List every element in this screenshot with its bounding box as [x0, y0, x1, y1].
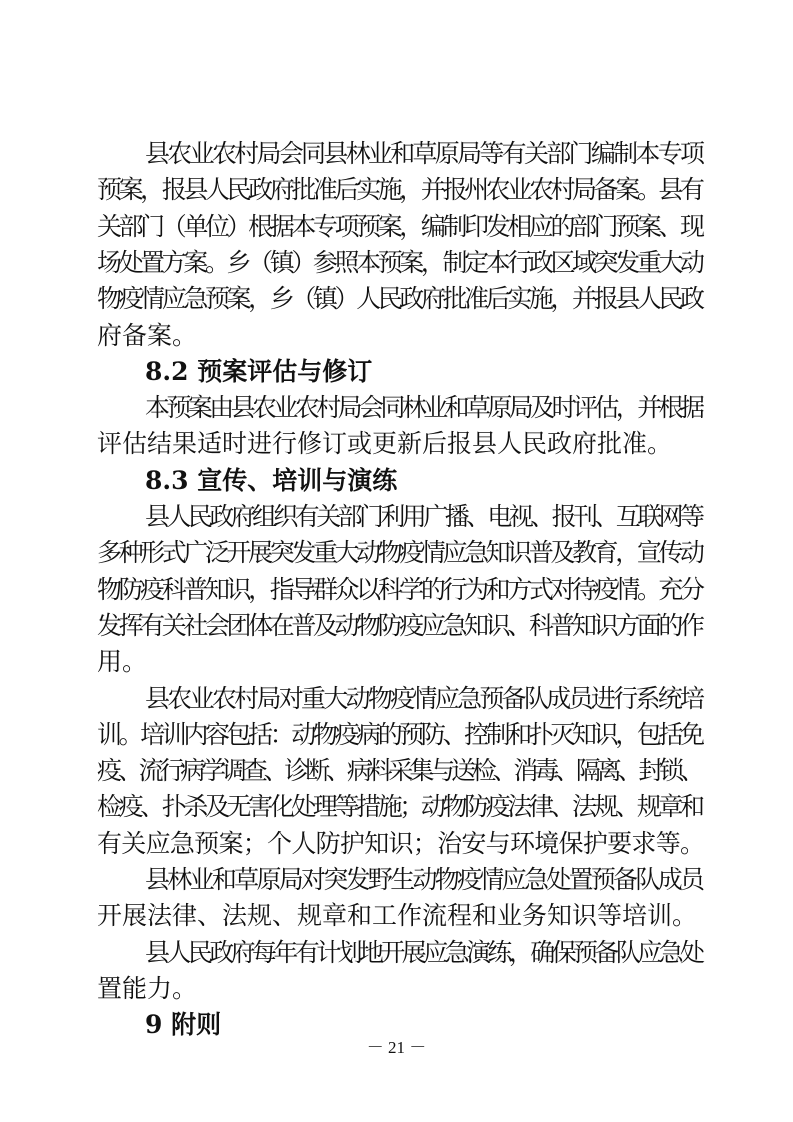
text-line: 用。	[97, 647, 148, 676]
page-number: － 21 －	[366, 1038, 427, 1057]
text-line: 多种形式广泛开展突发重大动物疫情应急知识普及教育，宣传动	[97, 538, 702, 567]
text-line: 府备案。	[97, 321, 198, 350]
text-line: 物疫情应急预案，乡（镇）人民政府批准后实施，并报县人民政	[97, 284, 702, 313]
section-heading: 9 附则	[145, 1010, 222, 1039]
text-line: 置能力。	[97, 974, 198, 1003]
section-heading: 8.3 宣传、培训与演练	[145, 466, 398, 495]
text-line: 县林业和草原局对突发野生动物疫情应急处置预备队成员	[145, 865, 703, 894]
text-line: 场处置方案。乡（镇）参照本预案，制定本行政区域突发重大动	[97, 248, 702, 277]
section-heading: 8.2 预案评估与修订	[145, 357, 373, 386]
text-line: 疫、流行病学调查、诊断、病料采集与送检、消毒、隔离、封锁、	[97, 756, 701, 785]
text-line: 发挥有关社会团体在普及动物防疫应急知识、科普知识方面的作	[97, 611, 702, 640]
text-line: 关部门（单位）根据本专项预案，编制印发相应的部门预案、现	[97, 212, 702, 241]
text-line: 县农业农村局对重大动物疫情应急预备队成员进行系统培	[145, 684, 703, 713]
text-line: 本预案由县农业农村局会同林业和草原局及时评估，并根据	[145, 393, 702, 422]
text-line: 物防疫科普知识，指导群众以科学的行为和方式对待疫情。充分	[97, 575, 702, 604]
text-line: 预案，报县人民政府批准后实施，并报州农业农村局备案。县有	[97, 175, 702, 204]
text-line: 县人民政府每年有计划地开展应急演练，确保预备队应急处	[145, 938, 702, 967]
text-line: 训。培训内容包括：动物疫病的预防、控制和扑灭知识，包括免	[97, 720, 702, 749]
text-line: 开展法律、法规、规章和工作流程和业务知识等培训。	[97, 901, 698, 930]
text-line: 县人民政府组织有关部门利用广播、电视、报刊、互联网等	[145, 502, 702, 531]
text-line: 检疫、扑杀及无害化处理等措施；动物防疫法律、法规、规章和	[97, 792, 702, 821]
text-line: 县农业农村局会同县林业和草原局等有关部门编制本专项	[145, 139, 703, 168]
text-line: 有关应急预案；个人防护知识；治安与环境保护要求等。	[97, 829, 705, 858]
text-line: 评估结果适时进行修订或更新后报县人民政府批准。	[97, 429, 673, 458]
